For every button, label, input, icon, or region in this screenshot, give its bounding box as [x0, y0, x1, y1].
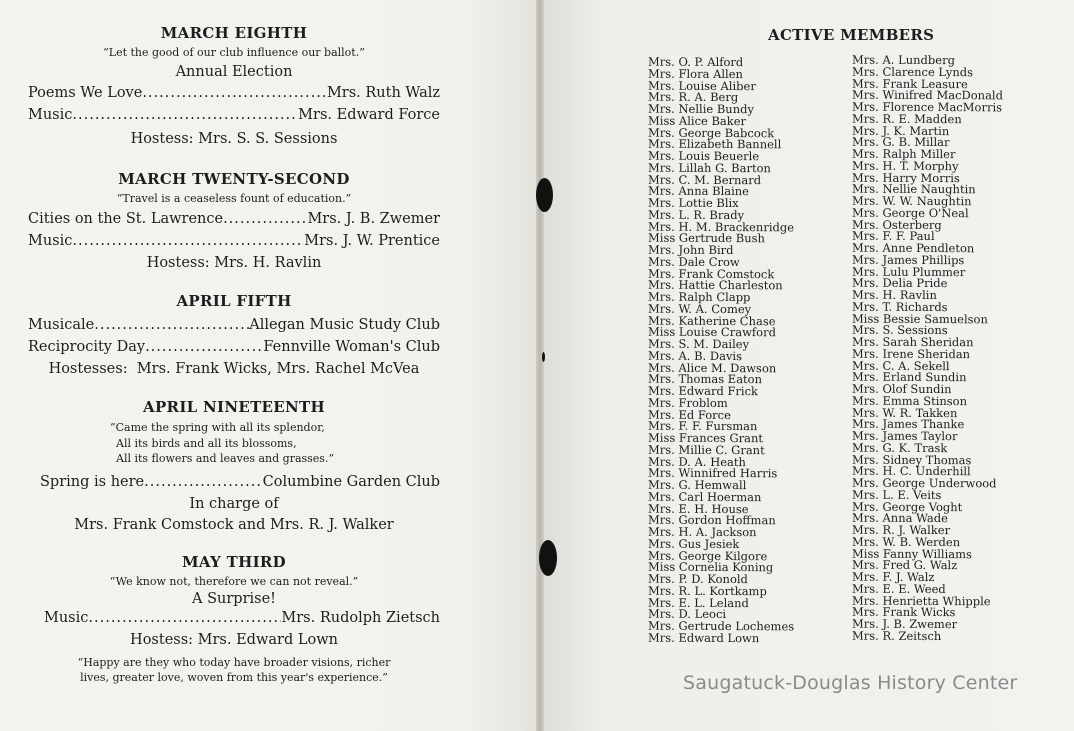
- program-march-eighth: [28, 24, 440, 150]
- program-row: [28, 314, 440, 336]
- member-name: Mrs. Ralph Clapp: [648, 289, 751, 305]
- program-row: [28, 208, 440, 230]
- member-name: Mrs. H. T. Morphy: [852, 158, 959, 173]
- member-name: Mrs. James Taylor: [852, 428, 958, 444]
- member-name: Mrs. Fred G. Walz: [852, 557, 958, 573]
- member-name: Mrs. Edward Frick: [648, 383, 759, 399]
- member-name: Mrs. Winifred MacDonald: [852, 87, 1003, 103]
- hostesses-line: [28, 358, 440, 380]
- member-name: Mrs. L. R. Brady: [648, 207, 745, 222]
- member-name: Mrs. P. D. Konold: [648, 571, 748, 587]
- member-name: Miss Bessie Samuelson: [852, 311, 988, 326]
- poem-line: All its flowers and leaves and grasses.”: [116, 452, 335, 465]
- member-name: Mrs. H. C. Underhill: [852, 463, 971, 479]
- member-name: Mrs. George Voght: [852, 499, 963, 514]
- member-name: Mrs. F. J. Walz: [852, 569, 935, 585]
- event-title: Annual Election: [175, 64, 293, 80]
- member-name: Mrs. Hattie Charleston: [648, 277, 783, 293]
- member-name: Mrs. R. E. Madden: [852, 111, 962, 126]
- row-value: Fennville Woman's Club: [263, 339, 440, 355]
- member-name: Mrs. Irene Sheridan: [852, 346, 971, 361]
- section-quote: “Let the good of our club influence our ballot.”: [103, 46, 365, 59]
- member-name: Miss Frances Grant: [648, 430, 764, 446]
- member-name: Mrs. Flora Allen: [648, 66, 743, 81]
- member-name: Mrs. Osterberg: [852, 217, 942, 232]
- member-name: Mrs. Erland Sundin: [852, 369, 967, 385]
- member-name: Mrs. Frank Wicks: [852, 604, 956, 620]
- punch-hole: [539, 540, 557, 576]
- member-name: Mrs. C. A. Sekell: [852, 358, 950, 373]
- punch-hole: [536, 178, 553, 212]
- member-name: Mrs. Henrietta Whipple: [852, 593, 991, 608]
- program-row: [28, 230, 440, 252]
- member-name: Mrs. G. Hemwall: [648, 477, 747, 493]
- member-name: Miss Fanny Williams: [852, 546, 972, 561]
- member-name: Mrs. George Kilgore: [648, 548, 768, 563]
- member-name: Mrs. R. J. Walker: [852, 522, 951, 538]
- member-name: Mrs. S. Sessions: [852, 322, 948, 338]
- program-april-nineteenth: [28, 398, 440, 535]
- row-value: Mrs. J. W. Prentice: [304, 233, 440, 249]
- member-name: Mrs. Lillah G. Barton: [648, 160, 771, 176]
- member-name: Mrs. Gus Jesiek: [648, 536, 740, 551]
- row-value: Mrs. Rudolph Zietsch: [281, 609, 440, 626]
- member-name: Mrs. James Thanke: [852, 416, 965, 432]
- member-name: Mrs. Winnifred Harris: [648, 465, 778, 481]
- hostesses-label: Hostesses:: [48, 361, 128, 377]
- member-name: Mrs. Carl Hoerman: [648, 489, 762, 504]
- member-name: Mrs. H. Ravlin: [852, 287, 937, 303]
- member-name: Mrs. J. B. Zwemer: [852, 616, 958, 632]
- row-label: Music: [28, 107, 73, 123]
- member-name: Miss Louise Crawford: [648, 324, 776, 340]
- member-name: Mrs. Millie C. Grant: [648, 442, 765, 457]
- member-name: Mrs. Nellie Bundy: [648, 101, 754, 117]
- member-name: Mrs. Gertrude Lochemes: [648, 618, 795, 634]
- member-name: Mrs. Nellie Naughtin: [852, 181, 976, 197]
- member-name: Mrs. Florence MacMorris: [852, 99, 1003, 115]
- poem-line: All its birds and all its blossoms,: [116, 436, 297, 450]
- member-name: Mrs. Clarence Lynds: [852, 64, 974, 79]
- program-may-third: [28, 553, 440, 686]
- section-quote: “Travel is a ceaseless fount of education.”: [116, 192, 352, 205]
- row-value: Mrs. J. B. Zwemer: [307, 211, 440, 227]
- member-name: Mrs. Sidney Thomas: [852, 452, 972, 467]
- member-name: Mrs. Lottie Blix: [648, 195, 739, 211]
- members-column-2: [852, 52, 1003, 643]
- section-heading: MAY THIRD: [182, 552, 286, 571]
- event-title: A Surprise!: [192, 590, 276, 607]
- program-row: [28, 607, 440, 629]
- member-name: Mrs. H. A. Jackson: [648, 524, 757, 540]
- member-name: Mrs. F. F. Paul: [852, 228, 935, 244]
- member-name: Mrs. Elizabeth Bannell: [648, 136, 782, 152]
- member-name: Mrs. Delia Pride: [852, 275, 948, 291]
- member-name: Mrs. Frank Comstock: [648, 266, 775, 281]
- member-name: Mrs. John Bird: [648, 242, 734, 258]
- member-name: Mrs. Edward Lown: [648, 630, 760, 645]
- punch-hole: [542, 352, 545, 362]
- member-name: Mrs. Louis Beuerle: [648, 148, 760, 164]
- member-name: Mrs. E. E. Weed: [852, 581, 946, 596]
- section-heading: APRIL FIFTH: [176, 292, 292, 310]
- program-april-fifth: [28, 292, 440, 380]
- member-name: Mrs. S. M. Dailey: [648, 336, 750, 352]
- member-name: Mrs. James Phillips: [852, 252, 965, 267]
- hostess-line: Hostess: Mrs. H. Ravlin: [146, 255, 322, 271]
- member-name: Miss Cornelia Koning: [648, 559, 774, 575]
- member-name: Mrs. A. B. Davis: [648, 348, 743, 363]
- section-heading: MARCH EIGHTH: [160, 24, 308, 42]
- row-label: Music: [44, 609, 89, 626]
- member-name: Mrs. R. A. Berg: [648, 89, 739, 105]
- program-row: [28, 104, 440, 126]
- member-name: Mrs. E. L. Leland: [648, 595, 749, 610]
- member-name: Mrs. H. M. Brackenridge: [648, 219, 795, 234]
- program-row: [28, 82, 440, 104]
- member-name: Mrs. D. Leoci: [648, 606, 727, 622]
- member-name: Miss Alice Baker: [648, 113, 747, 128]
- member-name: Mrs. George O'Neal: [852, 205, 969, 220]
- poem-line: “Came the spring with all its splendor,: [110, 421, 325, 434]
- member-name: Mrs. Anna Wade: [852, 510, 948, 526]
- member-name: Mrs. Louise Aliber: [648, 78, 756, 93]
- closing-quote: [28, 655, 440, 686]
- member-name: Mrs. Ed Force: [648, 407, 731, 422]
- member-name: Mrs. Dale Crow: [648, 254, 740, 269]
- member-name: Mrs. Anna Blaine: [648, 183, 749, 199]
- program-row: [28, 336, 440, 358]
- member-name: Mrs. A. Lundberg: [852, 52, 955, 68]
- charge-names: Mrs. Frank Comstock and Mrs. R. J. Walker: [74, 516, 394, 533]
- member-name: Mrs. D. A. Heath: [648, 454, 746, 469]
- closing-line: lives, greater love, woven from this year's experience.”: [80, 671, 388, 684]
- section-heading: APRIL NINETEENTH: [143, 398, 325, 416]
- member-name: Mrs. G. K. Trask: [852, 440, 948, 455]
- section-quote: “We know not, therefore we can not reveal.”: [109, 574, 359, 588]
- member-name: Mrs. Froblom: [648, 395, 728, 410]
- row-label: Spring is here: [40, 473, 145, 490]
- member-name: Mrs. Anne Pendleton: [852, 240, 975, 256]
- member-name: Mrs. Frank Leasure: [852, 76, 968, 91]
- member-name: Mrs. Gordon Hoffman: [648, 512, 776, 528]
- members-column-1: [648, 54, 795, 645]
- member-name: Mrs. W. B. Werden: [852, 534, 961, 549]
- member-name: Mrs. Lulu Plummer: [852, 264, 966, 279]
- section-heading: MARCH TWENTY-SECOND: [118, 170, 350, 188]
- member-name: Miss Gertrude Bush: [648, 230, 765, 246]
- member-name: Mrs. W. W. Naughtin: [852, 193, 972, 209]
- members-title: ACTIVE MEMBERS: [768, 26, 935, 44]
- row-value: Mrs. Edward Force: [298, 107, 440, 123]
- center-fold: [536, 0, 544, 731]
- member-name: Mrs. Emma Stinson: [852, 393, 968, 408]
- hostess-line: Hostess: Mrs. S. S. Sessions: [130, 131, 338, 147]
- program-list: [28, 24, 440, 686]
- member-name: Mrs. Ralph Miller: [852, 146, 956, 162]
- member-name: Mrs. F. F. Fursman: [648, 418, 758, 434]
- member-name: Mrs. R. L. Kortkamp: [648, 583, 767, 598]
- hostess-line: Hostess: Mrs. Edward Lown: [130, 631, 338, 648]
- watermark: Saugatuck-Douglas History Center: [683, 672, 1018, 694]
- member-name: Mrs. Olof Sundin: [852, 381, 952, 397]
- row-value: Allegan Music Study Club: [249, 317, 440, 333]
- program-row: [28, 471, 440, 493]
- charge-label: In charge of: [189, 495, 279, 512]
- member-name: Mrs. O. P. Alford: [648, 54, 744, 70]
- member-name: Mrs. Alice M. Dawson: [648, 360, 777, 375]
- member-name: Mrs. Katherine Chase: [648, 313, 776, 328]
- closing-line: “Happy are they who today have broader visions, richer: [77, 655, 391, 669]
- row-value: Mrs. Ruth Walz: [326, 85, 440, 101]
- member-name: Mrs. Thomas Eaton: [648, 371, 763, 387]
- member-name: Mrs. W. R. Takken: [852, 405, 958, 420]
- member-name: Mrs. George Babcock: [648, 125, 775, 140]
- member-name: Mrs. Harry Morris: [852, 170, 960, 185]
- member-name: Mrs. Sarah Sheridan: [852, 334, 974, 350]
- member-name: Mrs. R. Zeitsch: [852, 628, 942, 643]
- hostesses-names: Mrs. Frank Wicks, Mrs. Rachel McVea: [136, 361, 420, 377]
- row-label: Musicale: [28, 317, 95, 333]
- row-value: Columbine Garden Club: [262, 473, 440, 490]
- member-name: Mrs. E. H. House: [648, 501, 749, 516]
- section-poem: [28, 420, 440, 467]
- program-march-twenty-second: [28, 170, 440, 274]
- member-name: Mrs. George Underwood: [852, 475, 997, 491]
- member-name: Mrs. L. E. Veits: [852, 487, 942, 502]
- row-label: Poems We Love: [28, 85, 143, 101]
- member-name: Mrs. J. K. Martin: [852, 123, 950, 138]
- row-label: Cities on the St. Lawrence: [28, 211, 224, 227]
- member-name: Mrs. C. M. Bernard: [648, 172, 762, 187]
- row-label: Music: [28, 233, 73, 249]
- row-label: Reciprocity Day: [28, 339, 146, 355]
- member-name: Mrs. T. Richards: [852, 299, 948, 314]
- member-name: Mrs. W. A. Comey: [648, 301, 752, 316]
- member-name: Mrs. G. B. Millar: [852, 134, 950, 150]
